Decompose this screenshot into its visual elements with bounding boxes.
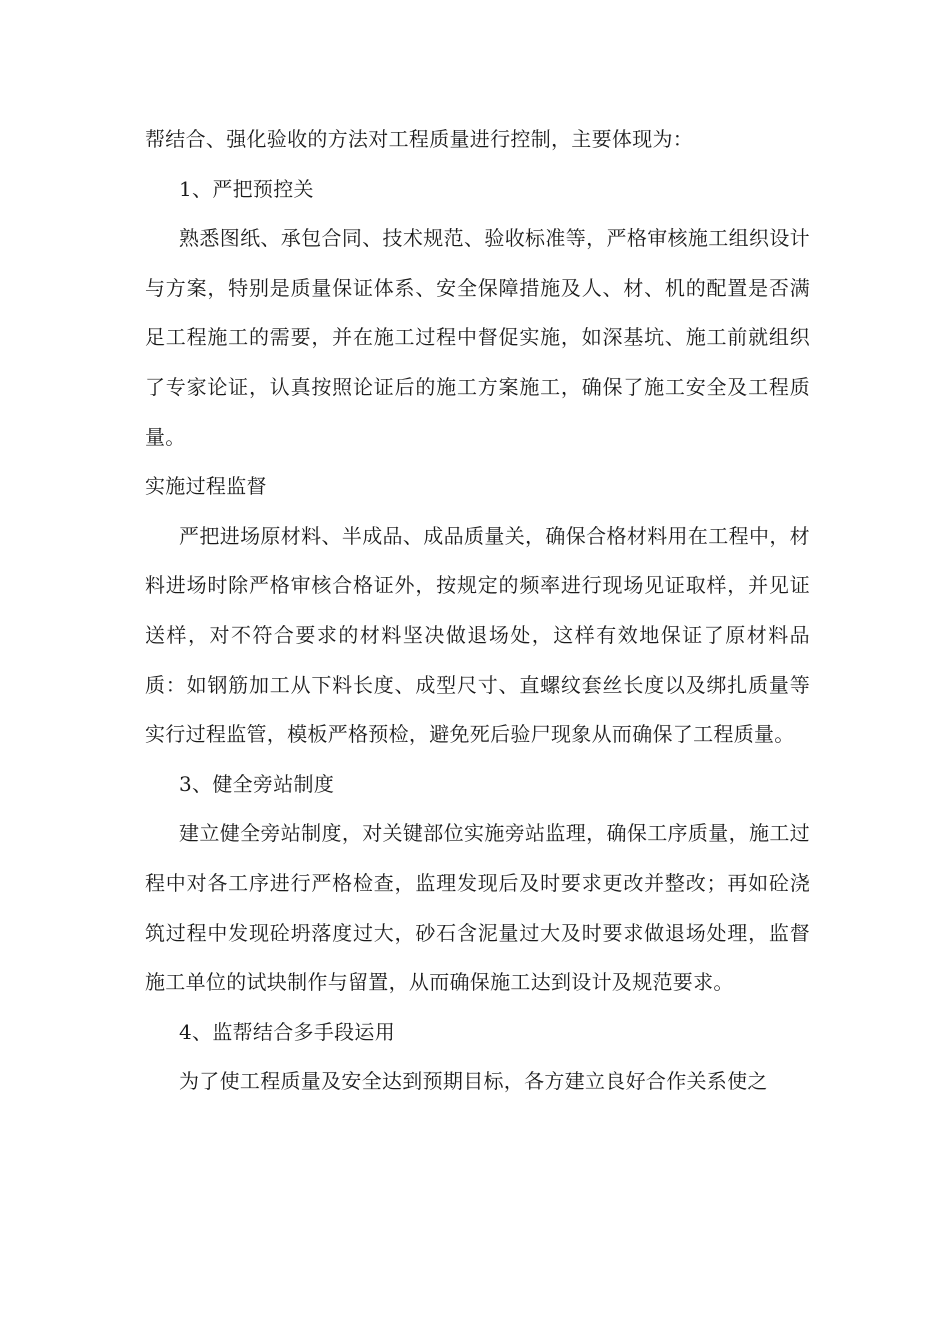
heading-section-4: 4、监帮结合多手段运用 (179, 1019, 396, 1044)
document-body (145, 115, 810, 1107)
paragraph-intro: 帮结合、强化验收的方法对工程质量进行控制，主要体现为： (145, 127, 694, 151)
paragraph-section-4: 为了使工程质量及安全达到预期目标，各方建立良好合作关系使之 (179, 1069, 768, 1094)
heading-section-3: 3、健全旁站制度 (179, 771, 335, 796)
paragraph-section-1: 熟悉图纸、承包合同、技术规范、验收标准等，严格审核施工组织设计与方案，特别是质量保证体系、安全保障措施及人、材、机的配置是否满足工程施工的需要，并在施工过程中督促实施，如深基坑、施工前就组织了专家论证，认真按照论证后的施工方案施工，确保了施工安全及工程质量。 (145, 226, 810, 449)
paragraph-section-3: 建立健全旁站制度，对关键部位实施旁站监理，确保工序质量，施工过程中对各工序进行严格检查，监理发现后及时要求更改并整改；再如砼浇筑过程中发现砼坍落度过大，砂石含泥量过大及时要求做退场处理，监督施工单位的试块制作与留置，从而确保施工达到设计及规范要求。 (145, 821, 810, 995)
paragraph-section-2: 严把进场原材料、半成品、成品质量关，确保合格材料用在工程中，材料进场时除严格审核合格证外，按规定的频率进行现场见证取样，并见证送样，对不符合要求的材料坚决做退场处，这样有效地保证了原材料品质：如钢筋加工从下料长度、成型尺寸、直螺纹套丝长度以及绑扎质量等实行过程监管，模板严格预检，避免死后验尸现象从而确保了工程质量。 (145, 523, 810, 747)
heading-section-2: 实施过程监督 (145, 474, 267, 499)
heading-section-1: 1、严把预控关 (179, 176, 314, 201)
